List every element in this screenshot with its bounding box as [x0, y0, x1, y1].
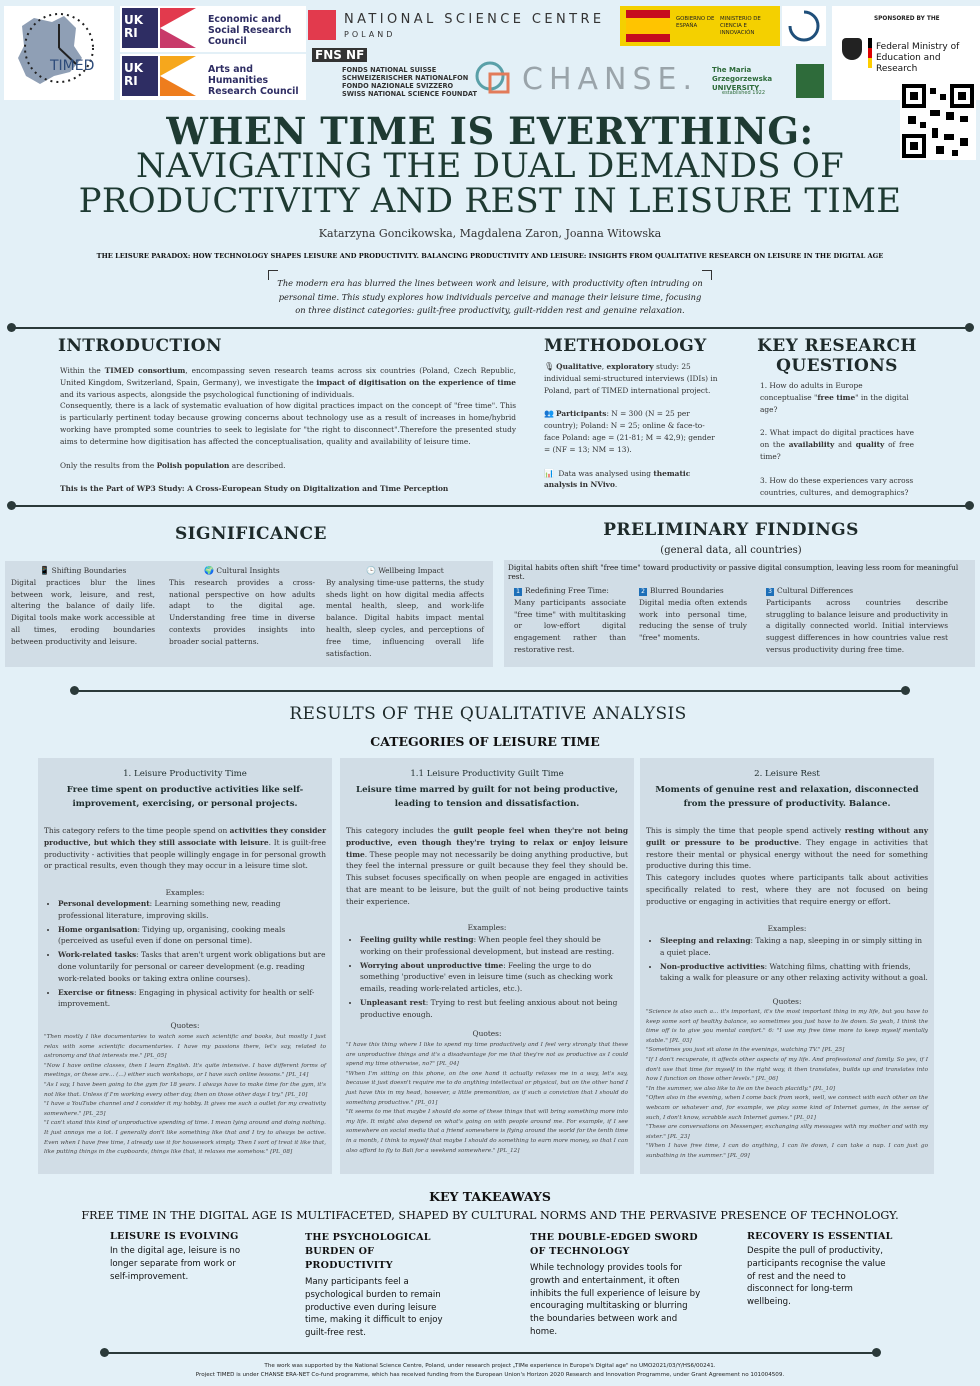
chanse-logo — [474, 58, 714, 102]
results-heading: RESULTS OF THE QUALITATIVE ANALYSIS — [289, 704, 687, 724]
snf-line-3: FONDO NAZIONALE SVIZZERO — [342, 82, 454, 90]
category-card-2 — [340, 758, 634, 1174]
snf-line-1: FONDS NATIONAL SUISSE — [342, 66, 437, 74]
footer-funding-2: Project TIMED is under CHANSE ERA-NET Co-fund programme, which has received funding from the European Union's Horizon 2020 Research and Innovation Programme, under Grant Agreement no 101004509. — [195, 1372, 785, 1378]
authors: Katarzyna Goncikowska, Magdalena Zaron, Joanna Witowska — [318, 227, 662, 240]
category-1-quotes: "Then mostly I like documentaries to watch some such scientific and books, but mostly I just relax with some scientific documentaries. I have my passions there, let's say, related to astronomy and that interests me." [PL_05] "Now I have online classes, then I learn English. It's quite intensive. I have different forms of meetings, or these are... (...) either such workshops, or I have such online lessons." [PL_14] "As I say, I have been going to the gym for 18 years. I always have to make time for the gym, it's not like that. Unless if I'm working every other day, then on those other days I try." [PL_10] "I have a YouTube channel and I consider it my hobby. It gives me such a outlet for my creativity somewhere." [PL_25] "I can't stand this kind of unproductive spending of time. I mean lying around and doing nothing. It just annoys me a lot. I generally don't like something like that and I try to always be active. Even when I have free time, I already use it for housework simply. Then I sort of treat it like that, like putting things in the cupboards, things like that, it relaxes me somehow." [PL_08] — [44, 1034, 326, 1156]
ukri-ahrc-logo — [120, 54, 306, 100]
ncn-sub: POLAND — [344, 30, 396, 39]
title-line-1: WHEN TIME IS EVERYTHING: — [166, 109, 814, 153]
section-divider — [12, 327, 970, 329]
footer-funding-1: The work was supported by the National Science Centre, Poland, under research project „TIMe experience in Europe's Digital age" no UMO2021/03/Y/HS6/00241. — [264, 1363, 716, 1369]
findings-col-2: 2 Blurred Boundaries Digital media often extends work into personal time, reducing the sense of truly "free" moments. — [639, 586, 747, 643]
category-2-title: 1.1 Leisure Productivity Guilt Time — [410, 769, 564, 779]
quotes-label: Quotes: — [472, 1029, 502, 1038]
quotes-label: Quotes: — [772, 997, 802, 1006]
aei-logo-icon — [782, 6, 826, 46]
abstract-text: The modern era has blurred the lines between work and leisure, with productivity often intruding on personal time. This study explores how individuals perceive and manage their leisure time, focusing on three distinct categories: guilt-free productivity, guilt-ridden rest and genuine relaxation. — [277, 278, 703, 315]
findings-col-1: 1 Redefining Free Time: Many participants associate "free time" with multitasking or low-effort digital engagement rather than restorative rest. — [514, 586, 626, 654]
category-3-description: This is simply the time that people spend actively resting without any guilt or pressure to be productive. They engage in activities that restore their mental or physical energy without the need for something productive during this time. This category includes quotes where participants talk about activities specifically related to rest, where they are not focused on being productive or engaging in activities that require energy or effort. — [646, 826, 929, 906]
category-1-lead: Free time spent on productive activities like self-improvement, exercising, or personal projects. — [66, 785, 304, 809]
divider-dot — [901, 686, 910, 695]
significance-panel — [5, 561, 493, 667]
introduction-body: Within the TIMED consortium, encompassing seven research teams across six countries (Poland, Czech Republic, United Kingdom, Switzerland, Spain, Germany), we investigate the impact of digitisation on the experience of time and its various aspects, alongside the psychological functioning of individuals. Consequently, there is a lack of systematic evaluation of how digital practices impact on the concept of "free time". This is particularly pertinent today because growing concerns about technology use as a result of increases in home/hybrid working have prompted some countries to seek to legislate for "the right to disconnect".Therefore the presented study aims to determine how digitisation has affected the conceptualisation, quality and availability of leisure time. Only the results from the Polish population are described. This is the Part of WP3 Study: A Cross-European Study on Digitalization and Time Perception — [60, 366, 516, 494]
mgu-name: The Maria Grzegorzewska UNIVERSITY — [712, 66, 773, 92]
takeaways-heading: KEY TAKEAWAYS — [429, 1189, 551, 1204]
category-3-title: 2. Leisure Rest — [754, 769, 820, 779]
bmbf-name: Federal Ministry of Education and Research — [876, 42, 960, 74]
examples-label: Examples: — [767, 924, 807, 933]
globe-icon: 🌍 — [204, 566, 215, 575]
takeaway-col-1: LEISURE IS EVOLVING In the digital age, leisure is no longer separate from work or self-improvement. — [110, 1231, 241, 1282]
bmbf-sponsor: SPONSORED BY THE — [874, 16, 940, 22]
methodology-heading: METHODOLOGY — [544, 336, 707, 356]
chart-icon: 📊 — [544, 468, 554, 478]
spain-gov: GOBIERNO DE ESPAÑA — [676, 16, 715, 29]
ncn-logo — [306, 6, 614, 46]
snf-line-2: SCHWEIZERISCHER NATIONALFON — [342, 74, 469, 82]
takeaway-col-2: THE PSYCHOLOGICAL BURDEN OF PRODUCTIVITY Many participants feel a psychological burden to remain productive even during leisure time, making it difficult to enjoy guilt-free rest. — [305, 1232, 443, 1339]
category-3-quotes: "Science is also such a... it's important, it's the most important thing in my life, but you have to keep some sort of healthy balance, so sometimes you just have to lie down. So yeah, I think the time off is to give you mental comfort." 6: "I use my free time more to keep myself mentally stable." [PL_03] "Sometimes you just sit alone in the evenings, watching TV." [PL_25] "If I don't recuperate, it affects other aspects of my life. And professional and family. So yes, if I don't use that time for myself in the right way, it then translates, builds up and translates into how I function on those other levels." [PL_06] "In the summer, we also like to lie on the beach placidly." [PL_10] "Often also in the evening, when I come back from work, well, we connect with each other on the webcam or whatever and, for example, we play some kind of Internet games, in the sense of such, I don't know, scrabble such Internet games." [PL_01] "These are conversations on Messenger, exchanging silly messages with my mother and with my sister." [PL_23] "When I have free time, I can do anything, I can lie down, I can take a nap. I can just go sunbathing in the summer." [PL_09] — [646, 1009, 928, 1159]
examples-label: Examples: — [165, 888, 205, 897]
ukri-esrc-logo — [120, 6, 306, 52]
timed-clock-icon — [4, 6, 114, 100]
divider-dot — [7, 501, 16, 510]
phone-icon: 📱 — [39, 566, 50, 575]
significance-col-2: 🌍 Cultural Insights This research provides a cross-national perspective on how adults adapt to the digital age. Understanding free time in diverse contexts provides insights into broader social patterns. — [169, 566, 315, 646]
category-card-3 — [640, 758, 934, 1174]
findings-col-3: 3 Cultural Differences Participants across countries describe struggling to balance leisure and productivity in a digitally connected world. Initial interviews suggest differences in how countries value rest versus productivity during free time. — [766, 586, 948, 654]
divider-dot — [965, 323, 974, 332]
findings-lead: Digital habits often shift "free time" toward productivity or passive digital consumption, leaving less room for meaningful rest. — [508, 563, 959, 581]
number-badge: 3 — [766, 588, 774, 596]
examples-label: Examples: — [467, 923, 507, 932]
fns-mark: FNS NF — [312, 48, 367, 62]
section-divider — [75, 690, 905, 692]
questions-body: 1. How do adults in Europe conceptualise "free time" in the digital age? 2. What impact do digital practices have on the availability and quality of free time? 3. How do these experiences vary across countries, cultures, and demographics? — [760, 381, 914, 497]
title-line-2: NAVIGATING THE DUAL DEMANDS OF — [135, 146, 845, 186]
chanse-mark-icon — [474, 58, 514, 98]
takeaway-col-4: RECOVERY IS ESSENTIAL Despite the pull of productivity, participants recognise the value of rest and the need to disconnect for long-term wellbeing. — [747, 1231, 893, 1308]
esrc-name: Economic and Social Research Council — [208, 14, 292, 47]
introduction-heading: INTRODUCTION — [58, 336, 222, 356]
findings-heading: PRELIMINARY FINDINGS — [603, 520, 859, 540]
ncn-name: NATIONAL SCIENCE CENTRE — [344, 12, 605, 27]
subtitle: THE LEISURE PARADOX: HOW TECHNOLOGY SHAPES LEISURE AND PRODUCTIVITY. BALANCING PRODUCTIVITY AND LEISURE: INSIGHTS FROM QUALITATIVE RESEARCH ON LEISURE IN THE DIGITAL AGE — [96, 252, 884, 260]
timed-logo — [4, 6, 114, 100]
divider-dot — [70, 686, 79, 695]
questions-heading: KEY RESEARCH QUESTIONS — [757, 336, 917, 376]
quotes-label: Quotes: — [170, 1021, 200, 1030]
divider-dot — [7, 323, 16, 332]
category-2-lead: Leisure time marred by guilt for not being productive, leading to tension and dissatisfaction. — [356, 785, 618, 809]
mgu-crest-icon — [796, 64, 824, 98]
category-2-examples: • Feeling guilty while resting: When people feel they should be working on their professional development, but instead are resting. • Worrying about unproductive time: Feeling the urge to do something 'productive' even in leisure time (such as checking work emails, reading work-related articles, etc.). • Unpleasant rest: Trying to rest but feeling anxious about not being productive enough. — [346, 934, 628, 1023]
category-3-lead: Moments of genuine rest and relaxation, disconnected from the pressure of productivity. Balance. — [655, 785, 919, 809]
category-2-description: This category includes the guilt people feel when they're not being productive, even though they're trying to relax or enjoy leisure time. These people may not necessarily be doing anything productive, but they feel the internal pressure or guilt because they feel they should be. This subset focuses specifically on when people are engaged in activities that are meant to be leisure, but the guilt of not being productive taints their experience. — [346, 826, 628, 906]
category-1-title: 1. Leisure Productivity Time — [123, 769, 247, 779]
methodology-body: 🎙 Qualitative, exploratory study: 25 individual semi-structured interviews (IDIs) in Poland, part of TIMED international project. 👥 Participants: N = 300 (N = 25 per country); Poland: N = 25; online & face-to-face Poland: age = (21-81; M = 42,9); gender = (NF = 13; NM = 13). 📊 Data was analysed using thematic analysis in NVivo. — [544, 362, 718, 490]
participants-icon: 👥 — [544, 409, 554, 419]
mgu-logo — [712, 62, 826, 100]
ahrc-name: Arts and Humanities Research Council — [208, 64, 299, 97]
number-badge: 2 — [639, 588, 647, 596]
divider-dot — [872, 1348, 881, 1357]
timed-label: TIMED — [50, 58, 95, 74]
mgu-est: established 1922 — [722, 90, 765, 96]
divider-dot — [965, 501, 974, 510]
eagle-icon — [842, 38, 862, 60]
spain-logo — [620, 6, 780, 46]
results-subheading: CATEGORIES OF LEISURE TIME — [370, 734, 600, 749]
category-3-examples: • Sleeping and relaxing: Taking a nap, sleeping in or simply sitting in a quiet place. • Non-productive activities: Watching films, chatting with friends, taking a walk for pleasure or any other relaxing activity without a goal. — [646, 935, 928, 986]
section-divider — [12, 505, 970, 507]
ncn-mark-icon — [308, 10, 336, 40]
microphone-icon: 🎙 — [544, 362, 555, 371]
number-badge: 1 — [514, 588, 522, 596]
spain-ministry: MINISTERIO DE CIENCIA E INNOVACIÓN — [720, 16, 761, 36]
clock-icon: 🕒 — [366, 566, 377, 575]
ukri-mark: UK RI — [124, 61, 144, 88]
category-1-examples: • Personal development: Learning something new, reading professional literature, improving skills. • Home organisation: Tidying up, organising, cooking meals (perceived as useful even if done on personal time). • Work-related tasks: Tasks that aren't urgent work obligations but are done voluntarily for personal or career development (e.g. reading work-related books or taking extra online courses). • Exercise or fitness: Engaging in physical activity for health or self-improvement. — [44, 898, 326, 1012]
spain-flag-icon — [626, 10, 670, 42]
title-line-3: PRODUCTIVITY AND REST IN LEISURE TIME — [78, 181, 902, 221]
abstract-box — [268, 270, 712, 318]
ukri-mark: UK RI — [124, 13, 144, 40]
significance-col-3: 🕒 Wellbeing Impact By analysing time-use patterns, the study sheds light on how digital media affects mental health, sleep, and work-life balance. Digital habits impact mental health, sleep cycles, and perceptions of free time, influencing overall life satisfaction. — [326, 566, 484, 658]
category-2-quotes: "I have this thing where I like to spend my time productively and I feel very strongly that these are unproductive things and it's a disadvantage for me that they're not as productive as I could spend my time otherwise, no?" [PL_04] "When I'm sitting on this phone, on the one hand it actually relaxes me in a way, let's say, because it just doesn't require me to do anything intellectual or physical, but on the other hand I just have this in my head, however, a little premonition, as if such a conviction that I should do something productive." [PL_01] "It seems to me that maybe I should do some of these things that will bring something more into my life. It might also depend on what's going on with people around me. For example, if I see somewhere on social media that a friend somewhere is flying around the world for the tenth time in a month, I think to myself that maybe I should do something to earn more money, so that I can also afford to fly to Bali for a weekend somewhere." [PL_12] — [346, 1042, 628, 1154]
findings-subheading: (general data, all countries) — [660, 545, 802, 556]
category-card-1 — [38, 758, 332, 1174]
takeaway-col-3: THE DOUBLE-EDGED SWORD OF TECHNOLOGY While technology provides tools for growth and entertainment, it often inhibits the full experience of leisure by encouraging multitasking or blurring the boundaries between work and home. — [530, 1232, 701, 1337]
chanse-name: CHANSE. — [522, 62, 699, 97]
category-1-description: This category refers to the time people spend on activities they consider productive, but which they still associate with leisure. It is guilt-free productivity - activities that people willingly engage in for personal growth or practical results, even though they may occur in a leisure time slot. — [44, 826, 326, 871]
findings-panel — [504, 560, 975, 667]
snf-logo — [310, 48, 478, 102]
snf-line-4: SWISS NATIONAL SCIENCE FOUNDAT — [342, 90, 478, 98]
significance-col-1: 📱 Shifting Boundaries Digital practices blur the lines between work, leisure, and rest, altering the balance of daily life. Digital tools make work accessible at all times, eroding boundaries between productivity and leisure. — [11, 566, 155, 646]
takeaways-lead: FREE TIME IN THE DIGITAL AGE IS MULTIFACETED, SHAPED BY CULTURAL NORMS AND THE PERVASIVE PRESENCE OF TECHNOLOGY. — [81, 1209, 899, 1222]
significance-heading: SIGNIFICANCE — [175, 524, 327, 544]
section-divider — [104, 1352, 876, 1354]
divider-dot — [100, 1348, 109, 1357]
